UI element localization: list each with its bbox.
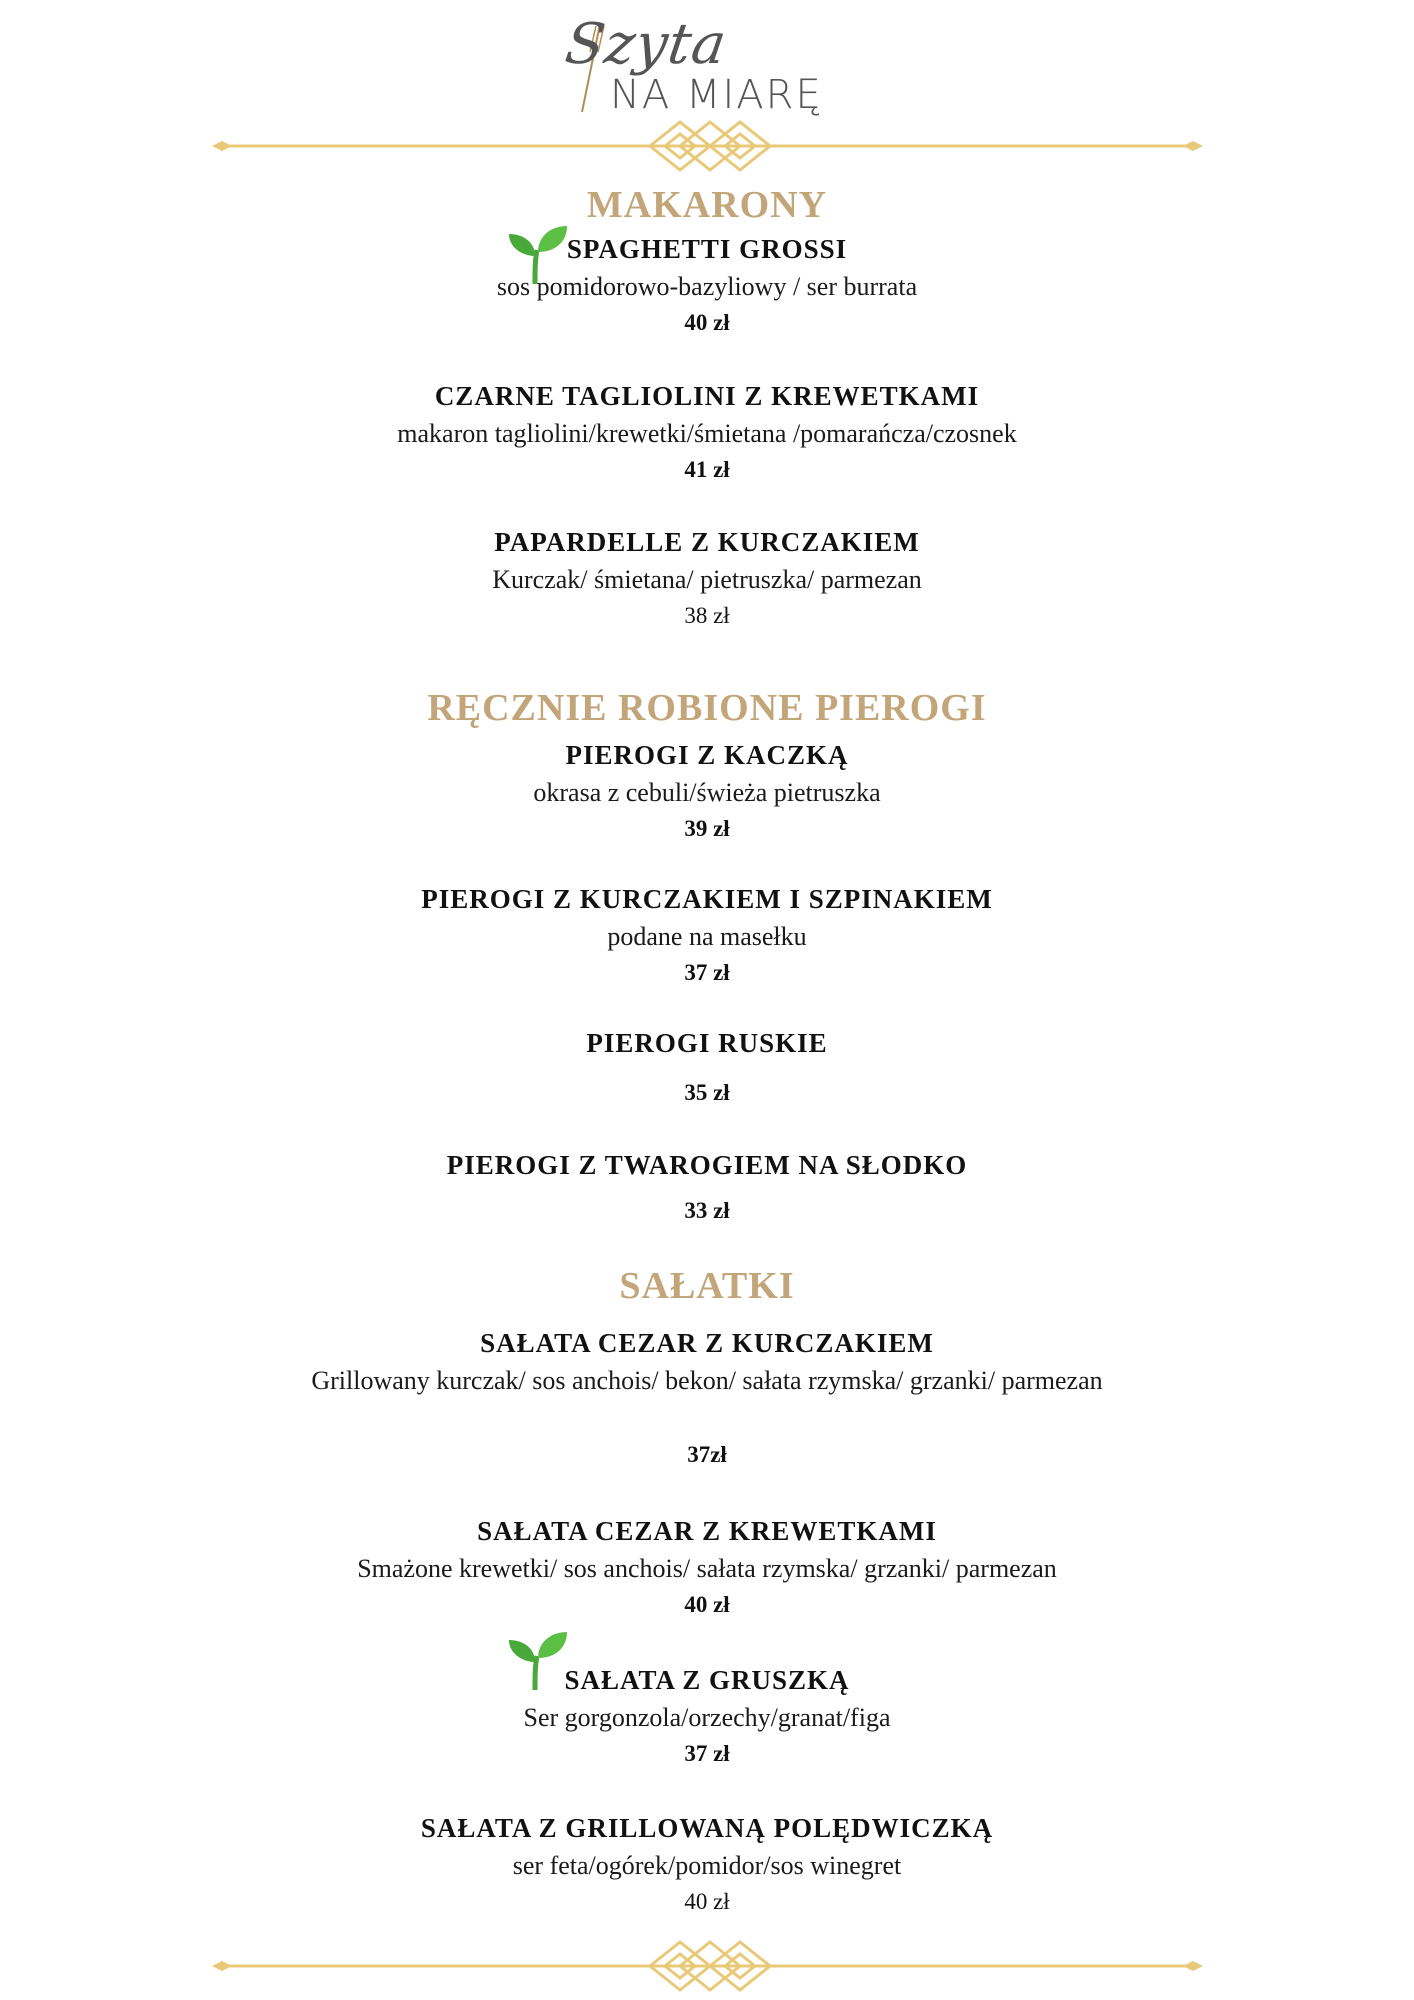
dish-name-pierogi-kurczak-szpinak: PIEROGI Z KURCZAKIEM I SZPINAKIEM xyxy=(421,884,993,914)
dish-name-spaghetti-grossi: SPAGHETTI GROSSI xyxy=(566,234,848,264)
dish-desc-czarne-tagliolini: makaron tagliolini/krewetki/śmietana /pomarańcza/czosnek xyxy=(397,419,1017,448)
dish-desc-papardelle: Kurczak/ śmietana/ pietruszka/ parmezan xyxy=(492,565,922,594)
dish-name-papardelle: PAPARDELLE Z KURCZAKIEM xyxy=(494,527,920,557)
dish-name-cezar-kurczak: SAŁATA CEZAR Z KURCZAKIEM xyxy=(480,1328,934,1358)
dish-desc-cezar-kurczak: Grillowany kurczak/ sos anchois/ bekon/ sałata rzymska/ grzanki/ parmezan xyxy=(311,1366,1103,1395)
logo-script-text: Szyta xyxy=(561,12,731,77)
dish-price-czarne-tagliolini: 41 zł xyxy=(684,457,730,482)
logo-caps-text: NA MIARĘ xyxy=(610,72,823,118)
dish-desc-salata-poledwiczka: ser feta/ogórek/pomidor/sos winegret xyxy=(512,1851,902,1880)
dish-name-czarne-tagliolini: CZARNE TAGLIOLINI Z KREWETKAMI xyxy=(434,381,980,411)
dish-desc-cezar-krewetki: Smażone krewetki/ sos anchois/ sałata rzymska/ grzanki/ parmezan xyxy=(357,1554,1057,1583)
dish-price-salata-gruszka: 37 zł xyxy=(684,1741,730,1766)
dish-price-salata-poledwiczka: 40 zł xyxy=(684,1889,730,1914)
ornamental-divider-bottom xyxy=(210,1936,1205,1996)
restaurant-logo xyxy=(560,12,890,122)
dish-name-salata-gruszka: SAŁATA Z GRUSZKĄ xyxy=(564,1665,850,1695)
dish-name-pierogi-twarog: PIEROGI Z TWAROGIEM NA SŁODKO xyxy=(446,1150,968,1180)
section-title-salatki: SAŁATKI xyxy=(619,1265,795,1307)
dish-desc-salata-gruszka: Ser gorgonzola/orzechy/granat/figa xyxy=(523,1703,891,1732)
section-title-pierogi: RĘCZNIE ROBIONE PIEROGI xyxy=(427,687,987,729)
dish-name-pierogi-kaczka: PIEROGI Z KACZKĄ xyxy=(565,740,849,770)
dish-price-pierogi-twarog: 33 zł xyxy=(684,1198,730,1223)
dish-price-spaghetti-grossi: 40 zł xyxy=(684,310,730,335)
section-title-makarony: MAKARONY xyxy=(586,184,828,226)
dish-price-pierogi-kaczka: 39 zł xyxy=(684,816,730,841)
dish-price-cezar-kurczak: 37zł xyxy=(687,1442,727,1467)
dish-name-cezar-krewetki: SAŁATA CEZAR Z KREWETKAMI xyxy=(477,1516,937,1546)
dish-desc-spaghetti-grossi: sos pomidorowo-bazyliowy / ser burrata xyxy=(496,272,918,301)
dish-desc-pierogi-kurczak-szpinak: podane na masełku xyxy=(607,922,807,951)
ornamental-divider-top xyxy=(210,116,1205,176)
dish-price-papardelle: 38 zł xyxy=(684,603,730,628)
dish-name-salata-poledwiczka: SAŁATA Z GRILLOWANĄ POLĘDWICZKĄ xyxy=(420,1813,994,1843)
dish-name-pierogi-ruskie: PIEROGI RUSKIE xyxy=(586,1028,828,1058)
dish-price-pierogi-ruskie: 35 zł xyxy=(684,1080,730,1105)
dish-price-cezar-krewetki: 40 zł xyxy=(684,1592,730,1617)
dish-price-pierogi-kurczak-szpinak: 37 zł xyxy=(684,960,730,985)
dish-desc-pierogi-kaczka: okrasa z cebuli/świeża pietruszka xyxy=(533,778,881,807)
